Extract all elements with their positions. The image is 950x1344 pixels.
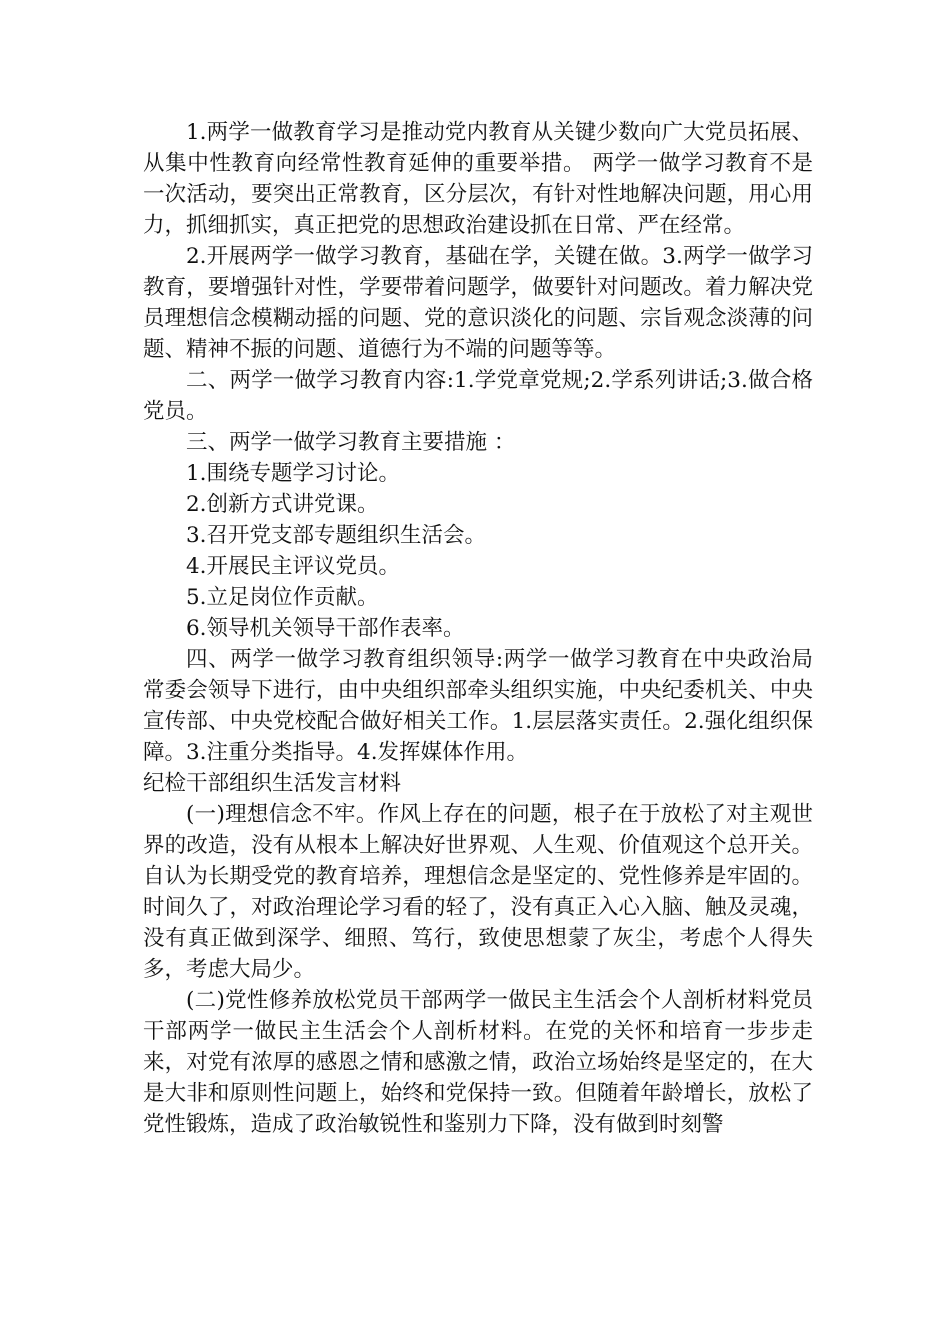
document-page <box>143 117 813 1140</box>
list-item: 5.立足岗位作贡献。 <box>186 585 379 610</box>
list-item: 6.领导机关领导干部作表率。 <box>186 616 465 641</box>
section-title: 纪检干部组织生活发言材料 <box>143 771 402 796</box>
list-item: 2.创新方式讲党课。 <box>186 492 379 517</box>
paragraph: 2.开展两学一做学习教育，基础在学，关键在做。3.两学一做学习教育，要增强针对性，学要带着问题学，做要针对问题改。着力解决党员理想信念模糊动摇的问题、党的意识淡化的问题、宗旨观念淡薄的问题、精神不振的问题、道德行为不端的问题等等。 <box>143 244 813 362</box>
paragraph: 三、两学一做学习教育主要措施 ： <box>186 430 516 455</box>
paragraph: (二)党性修养放松党员干部两学一做民主生活会个人剖析材料党员干部两学一做民主生活会个人剖析材料。在党的关怀和培育一步步走来，对党有浓厚的感恩之情和感激之情，政治立场始终是坚定的，在大是大非和原则性问题上，始终和党保持一致。但随着年龄增长，放松了党性锻炼，造成了政治敏锐性和鉴别力下降，没有做到时刻警 <box>143 988 813 1137</box>
paragraph: 1.两学一做教育学习是推动党内教育从关键少数向广大党员拓展、从集中性教育向经常性教育延伸的重要举措。 两学一做学习教育不是一次活动，要突出正常教育，区分层次，有针对性地解决问题，用心用力，抓细抓实，真正把党的思想政治建设抓在日常、严在经常。 <box>143 120 813 238</box>
paragraph: 四、两学一做学习教育组织领导:两学一做学习教育在中央政治局常委会领导下进行，由中央组织部牵头组织实施，中央纪委机关、中央宣传部、中央党校配合做好相关工作。1.层层落实责任。2.强化组织保障。3.注重分类指导。4.发挥媒体作用。 <box>143 647 813 765</box>
list-item: 3.召开党支部专题组织生活会。 <box>186 523 487 548</box>
paragraph: 二、两学一做学习教育内容:1.学党章党规;2.学系列讲话;3.做合格党员。 <box>143 368 813 424</box>
paragraph: (一)理想信念不牢。作风上存在的问题，根子在于放松了对主观世界的改造，没有从根本上解决好世界观、人生观、价值观这个总开关。自认为长期受党的教育培养，理想信念是坚定的、党性修养是牢固的。时间久了，对政治理论学习看的轻了，没有真正入心入脑、触及灵魂，没有真正做到深学、细照、笃行，致使思想蒙了灰尘，考虑个人得失多，考虑大局少。 <box>143 802 813 982</box>
list-item: 4.开展民主评议党员。 <box>186 554 401 579</box>
list-item: 1.围绕专题学习讨论。 <box>186 461 401 486</box>
